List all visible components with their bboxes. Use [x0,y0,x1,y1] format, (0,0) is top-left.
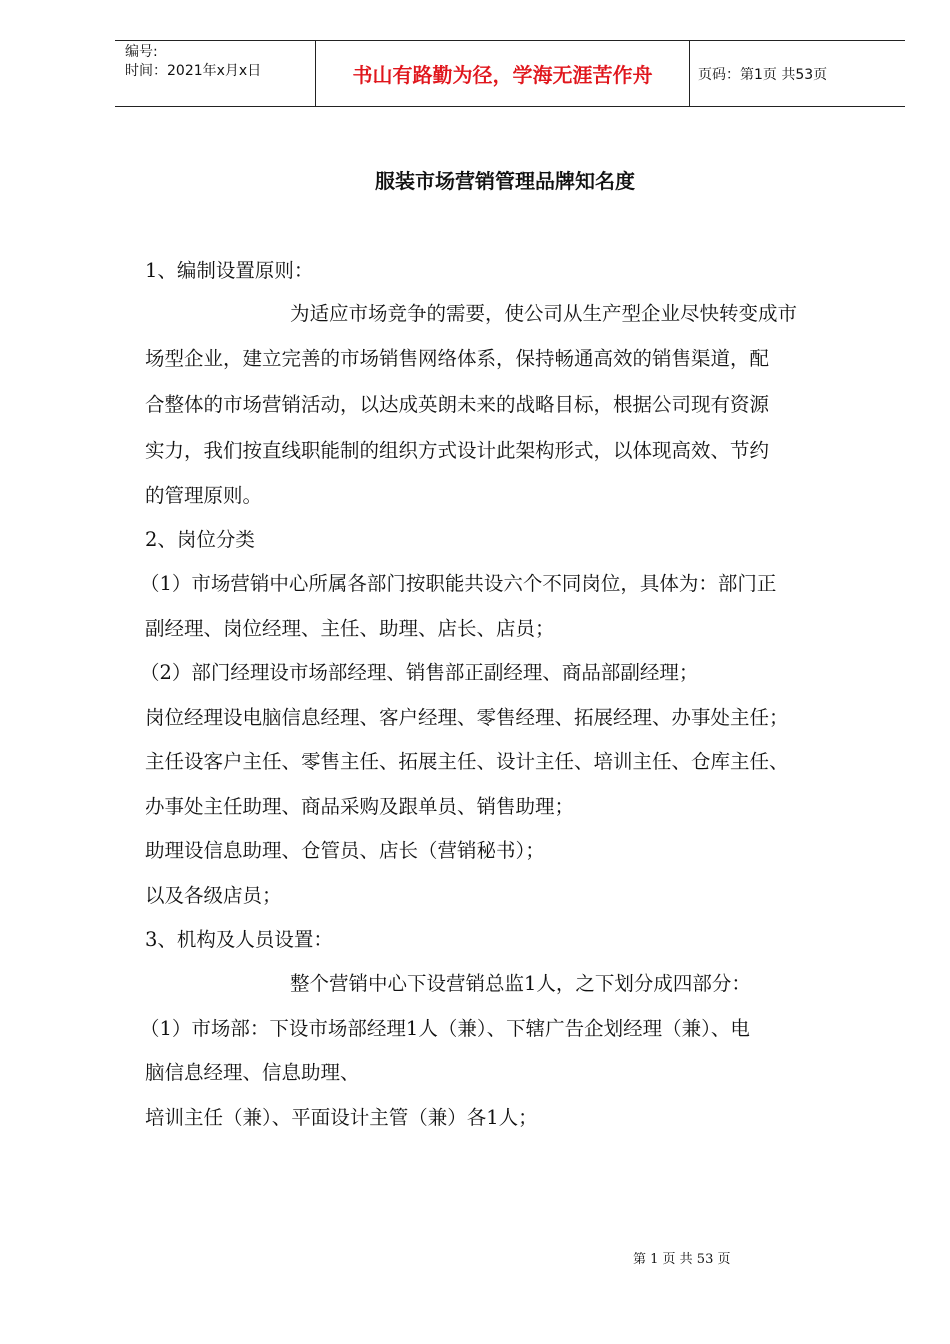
paragraph-line: 的管理原则。 [145,484,263,507]
header-meta [115,41,316,106]
paragraph-line: 培训主任（兼）、平面设计主管（兼）各1人； [145,1106,538,1129]
time-label: 时间：2021年x月x日 [125,63,262,79]
paragraph-line: 以及各级店员； [145,884,282,907]
paragraph-line: 副经理、岗位经理、主任、助理、店长、店员； [145,617,555,640]
paragraph-line: 脑信息经理、信息助理、 [145,1061,360,1084]
header-motto: 书山有路勤为径，学海无涯苦作舟 [316,41,690,106]
paragraph-line: 岗位经理设电脑信息经理、客户经理、零售经理、拓展经理、办事处主任； [145,706,789,729]
number-label: 编号: [125,44,158,60]
paragraph-line: 场型企业，建立完善的市场销售网络体系，保持畅通高效的销售渠道，配 [145,347,770,370]
paragraph-line: （1）市场营销中心所属各部门按职能共设六个不同岗位，具体为：部门正 [140,572,777,595]
paragraph-line: 办事处主任助理、商品采购及跟单员、销售助理； [145,795,575,818]
section-heading: 3、机构及人员设置： [145,928,333,951]
paragraph-line: 为适应市场竞争的需要，使公司从生产型企业尽快转变成市 [290,302,798,325]
section-heading: 1、编制设置原则： [145,259,314,282]
page-footer: 第 1 页 共 53 页 [633,1252,731,1267]
paragraph-line: （2）部门经理设市场部经理、销售部正副经理、商品部副经理； [140,661,699,684]
paragraph-line: 助理设信息助理、仓管员、店长（营销秘书）； [145,839,545,862]
paragraph-line: 整个营销中心下设营销总监1人，之下划分成四部分： [290,972,751,995]
paragraph-line: 主任设客户主任、零售主任、拓展主任、设计主任、培训主任、仓库主任、 [145,750,789,773]
section-heading: 2、岗位分类 [145,528,255,551]
paragraph-line: （1）市场部：下设市场部经理1人（兼）、下辖广告企划经理（兼）、电 [140,1017,750,1040]
document-header [115,40,905,107]
paragraph-line: 合整体的市场营销活动，以达成英朗未来的战略目标，根据公司现有资源 [145,393,770,416]
paragraph-line: 实力，我们按直线职能制的组织方式设计此架构形式，以体现高效、节约 [145,439,770,462]
document-title: 服装市场营销管理品牌知名度 [375,169,635,193]
header-page-info: 页码：第1页 共53页 [698,66,828,83]
